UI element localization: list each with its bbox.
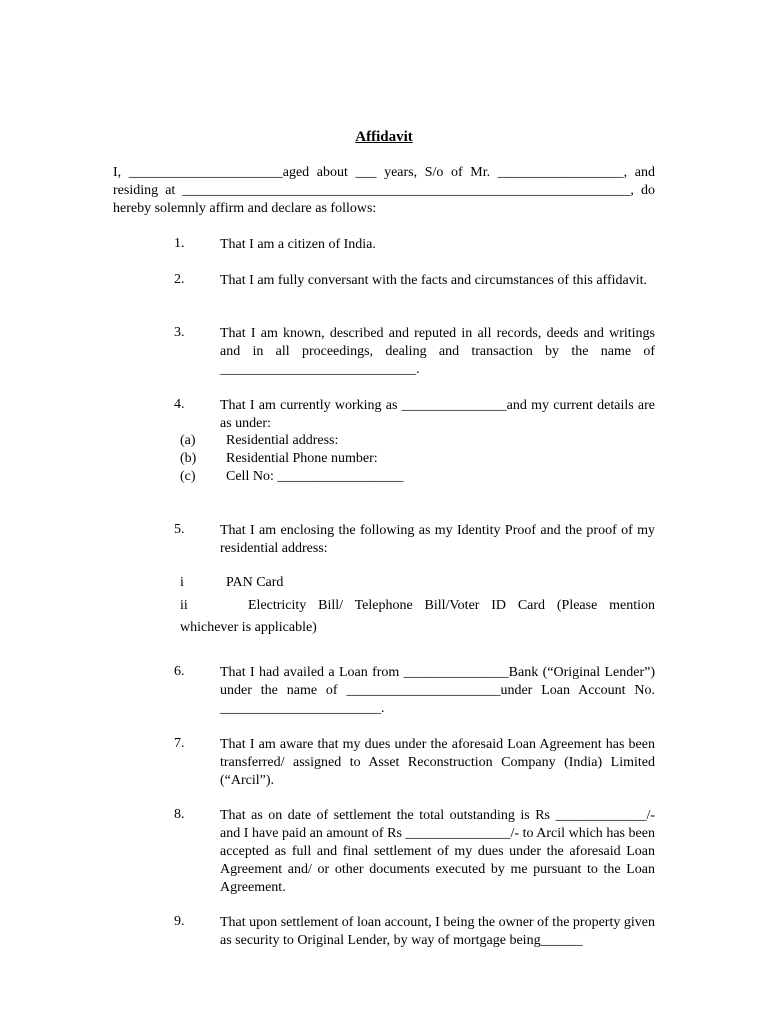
item-text: That I had availed a Loan from _______________Bank (“Original Lender”) under the name of ______________________under Loan Account No. _______________________. <box>220 665 655 716</box>
document-title: Affidavit <box>355 129 413 145</box>
item-number: 7. <box>174 736 185 751</box>
item-number: 9. <box>174 914 185 929</box>
proof-item-label: i <box>180 575 184 590</box>
sub-item-text: Residential address: <box>226 433 339 448</box>
proof-item <box>180 572 655 594</box>
intro-line-1: I, ______________________aged about ___ years, S/o of Mr. __________________, and <box>113 165 655 180</box>
item-text: That upon settlement of loan account, I being the owner of the property given as security to Original Lender, by way of mortgage being______ <box>220 915 655 948</box>
item-number: 4. <box>174 397 185 412</box>
list-item <box>174 325 655 379</box>
list-item <box>174 664 655 718</box>
sub-item <box>180 468 403 486</box>
item-number: 6. <box>174 664 185 679</box>
list-item <box>174 522 655 558</box>
sub-item-label: (a) <box>180 433 196 448</box>
list-item <box>174 236 655 254</box>
sub-item <box>180 450 378 468</box>
item-number: 2. <box>174 272 185 287</box>
item-text: That I am currently working as _______________and my current details are as under: <box>220 398 655 431</box>
proof-item-text: PAN Card <box>226 575 284 590</box>
item-text: That I am enclosing the following as my Identity Proof and the proof of my residential address: <box>220 523 655 556</box>
list-item <box>174 914 655 950</box>
sub-item-text: Residential Phone number: <box>226 451 378 466</box>
list-item <box>174 397 655 433</box>
sub-item-label: (b) <box>180 451 197 466</box>
proof-item-text: Electricity Bill/ Telephone Bill/Voter ID Card (Please mention whichever is applicable) <box>180 598 655 635</box>
sub-item <box>180 432 338 450</box>
item-text: That I am fully conversant with the facts and circumstances of this affidavit. <box>220 273 647 288</box>
sub-item-text: Cell No: __________________ <box>226 469 404 484</box>
item-text: That as on date of settlement the total outstanding is Rs _____________/- and I have paid an amount of Rs _______________/- to Arcil which has been accepted as full and final settlement of my dues under the aforesaid Loan Agreement and/ or other documents executed by me pursuant to the Loan Agreement. <box>220 808 655 895</box>
list-item <box>174 736 655 790</box>
sub-item-label: (c) <box>180 469 196 484</box>
list-item <box>174 272 655 290</box>
item-text: That I am a citizen of India. <box>220 237 376 252</box>
intro-line-2: residing at ________________________________________________________________, do <box>113 183 655 198</box>
intro-paragraph <box>113 164 655 218</box>
item-number: 8. <box>174 807 185 822</box>
list-item <box>174 807 655 897</box>
intro-line-3: hereby solemnly affirm and declare as follows: <box>113 201 377 216</box>
item-text: That I am known, described and reputed in all records, deeds and writings and in all proceedings, dealing and transaction by the name of ____________________________. <box>220 326 655 377</box>
item-text: That I am aware that my dues under the aforesaid Loan Agreement has been transferred/ assigned to Asset Reconstruction Company (India) Limited (“Arcil”). <box>220 737 655 788</box>
proof-item-label: ii <box>180 598 188 613</box>
item-number: 5. <box>174 522 185 537</box>
proof-item <box>180 595 655 639</box>
item-number: 1. <box>174 236 185 251</box>
item-number: 3. <box>174 325 185 340</box>
